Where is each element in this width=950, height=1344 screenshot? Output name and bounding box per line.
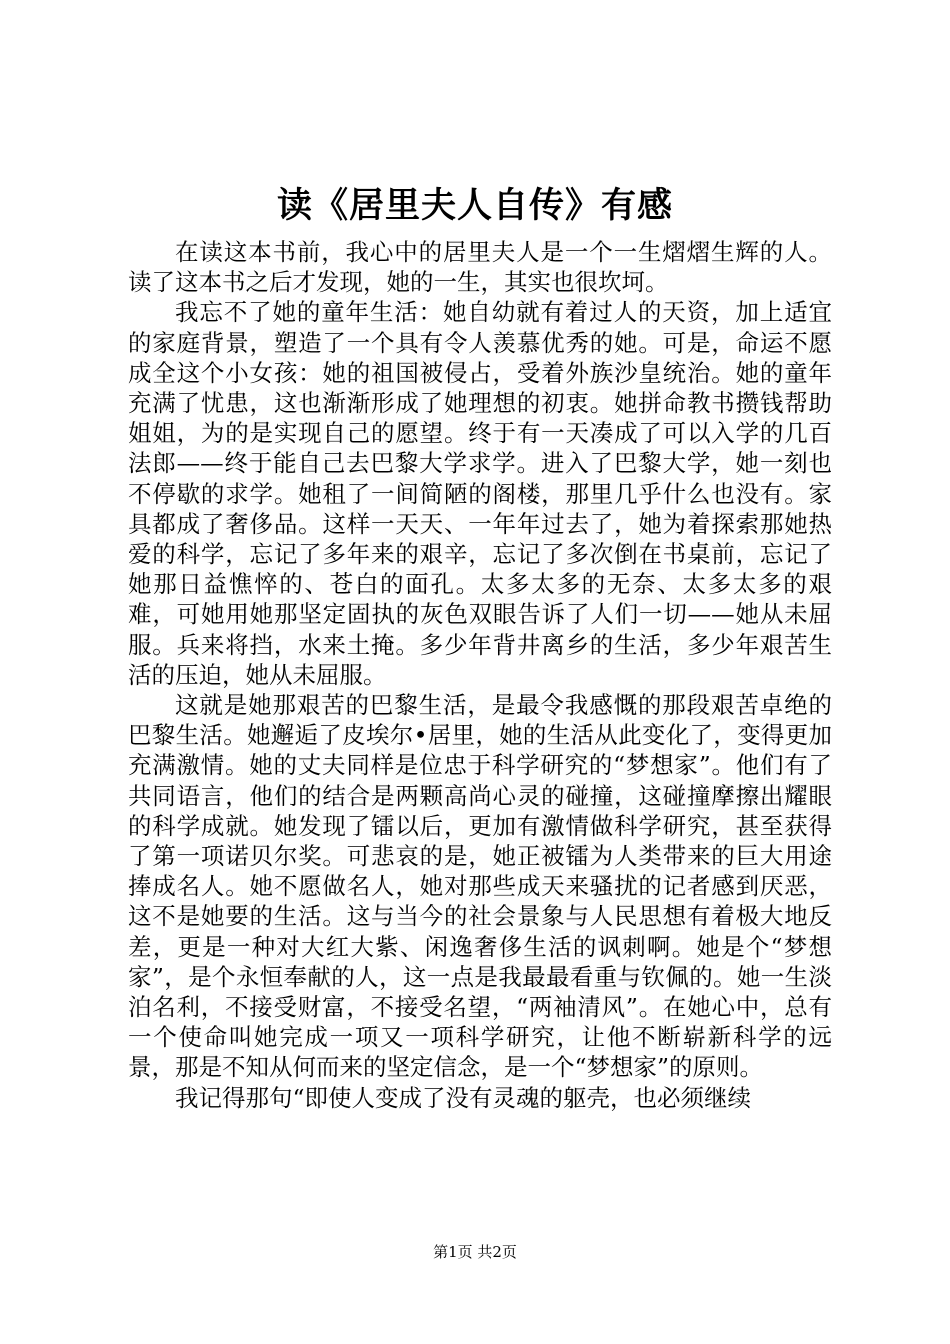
paragraph-1: 在读这本书前，我心中的居里夫人是一个一生熠熠生辉的人。读了这本书之后才发现，她的一生，其实也很坎坷。	[128, 238, 832, 297]
paragraph-3: 这就是她那艰苦的巴黎生活，是最令我感慨的那段艰苦卓绝的巴黎生活。她邂逅了皮埃尔•居里，她的生活从此变化了，变得更加充满激情。她的丈夫同样是位忠于科学研究的“梦想家”。他们有了共同语言，他们的结合是两颗高尚心灵的碰撞，这碰撞摩擦出耀眼的科学成就。她发现了镭以后，更加有激情做科学研究，甚至获得了第一项诺贝尔奖。可悲哀的是，她正被镭为人类带来的巨大用途捧成名人。她不愿做名人，她对那些成天来骚扰的记者感到厌恶，这不是她要的生活。这与当今的社会景象与人民思想有着极大地反差，更是一种对大红大紫、闲逸奢侈生活的讽刺啊。她是个“梦想家”，是个永恒奉献的人，这一点是我最最看重与钦佩的。她一生淡泊名利，不接受财富，不接受名望，“两袖清风”。在她心中，总有一个使命叫她完成一项又一项科学研究，让他不断崭新科学的远景，那是不知从何而来的坚定信念，是一个“梦想家”的原则。	[128, 691, 832, 1082]
document-body	[128, 237, 832, 1113]
page-number-footer: 第1页 共2页	[433, 1243, 517, 1261]
document-title: 读《居里夫人自传》有感	[276, 185, 673, 226]
paragraph-4: 我记得那句“即使人变成了没有灵魂的躯壳，也必须继续	[175, 1083, 752, 1112]
paragraph-2: 我忘不了她的童年生活：她自幼就有着过人的天资，加上适宜的家庭背景，塑造了一个具有令人羡慕优秀的她。可是，命运不愿成全这个小女孩：她的祖国被侵占，受着外族沙皇统治。她的童年充满了忧患，这也渐渐形成了她理想的初衷。她拼命教书攒钱帮助姐姐，为的是实现自己的愿望。终于有一天凑成了可以入学的几百法郎——终于能自己去巴黎大学求学。进入了巴黎大学，她一刻也不停歇的求学。她租了一间简陋的阁楼，那里几乎什么也没有。家具都成了奢侈品。这样一天天、一年年过去了，她为着探索那她热爱的科学，忘记了多年来的艰辛，忘记了多次倒在书桌前，忘记了她那日益憔悴的、苍白的面孔。太多太多的无奈、太多太多的艰难，可她用她那坚定固执的灰色双眼告诉了人们一切——她从未屈服。兵来将挡，水来土掩。多少年背井离乡的生活，多少年艰苦生活的压迫，她从未屈服。	[128, 298, 832, 689]
